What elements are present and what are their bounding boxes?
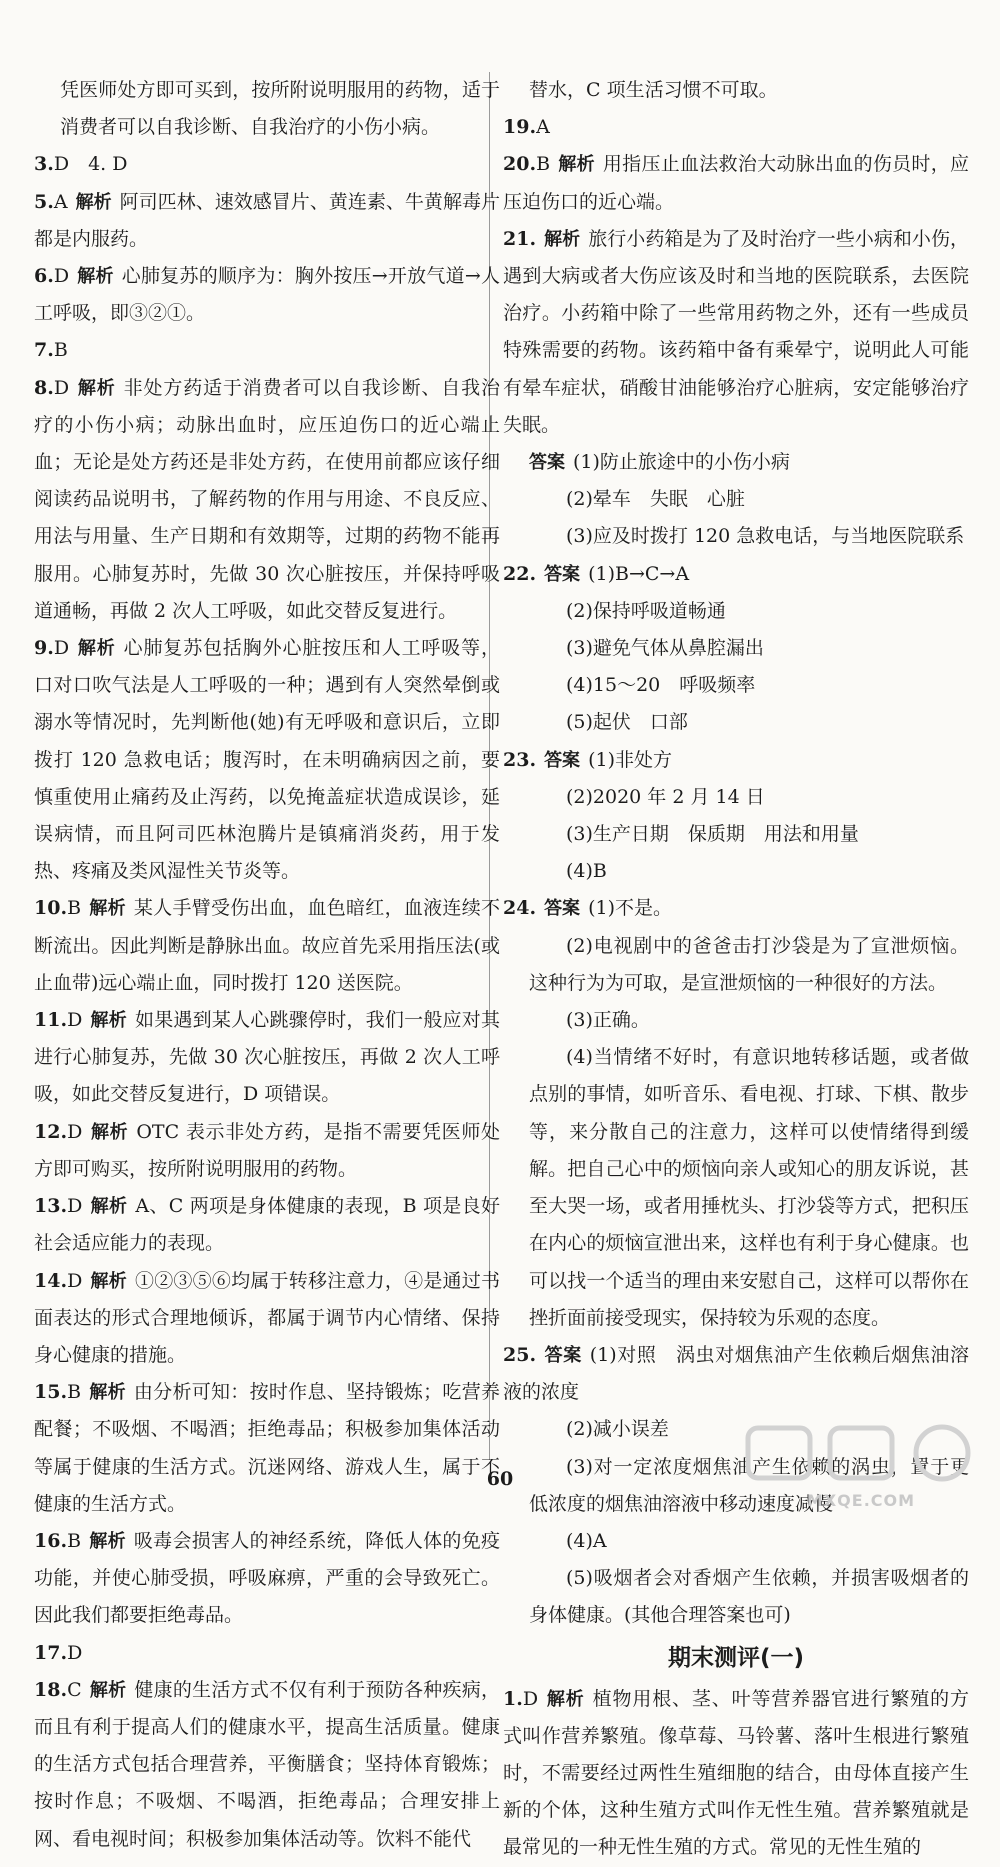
answer-item: 15.B 解析 由分析可知：按时作息、坚持锻炼；吃营养配餐；不吸烟、不喝酒；拒绝毒品；积极参加集体活动等属于健康的生活方式。沉迷网络、游戏人生，属于不健康的生活方式。 xyxy=(34,1381,500,1515)
answer-line: (5)起伏 口部 xyxy=(566,711,688,734)
answer-line: (4)B xyxy=(566,860,607,883)
page-number: 60 xyxy=(486,1468,514,1490)
answer-item: 11.D 解析 如果遇到某人心跳骤停时，我们一般应对其进行心肺复苏，先做 30 次心脏按压，再做 2 次人工呼吸，如此交替反复进行，D 项错误。 xyxy=(34,1009,500,1106)
answer-item: 21. 解析 旅行小药箱是为了及时治疗一些小病和小伤，遇到大病或者大伤应该及时和当地的医院联系，去医院治疗。小药箱中除了一些常用药物之外，还有一些成员特殊需要的药物。该药箱中备有乘晕宁，说明此人可能有晕车症状，硝酸甘油能够治疗心脏病，安定能够治疗失眠。 xyxy=(503,227,970,436)
answer-paragraph: (5)吸烟者会对香烟产生依赖，并损害吸烟者的身体健康。(其他合理答案也可) xyxy=(529,1567,969,1627)
answer-item: 14.D 解析 ①②③⑤⑥均属于转移注意力，④是通过书面表达的形式合理地倾诉，都属于调节内心情绪、保持身心健康的措施。 xyxy=(34,1269,500,1366)
answer-item: 1.D 解析 植物用根、茎、叶等营养器官进行繁殖的方式叫作营养繁殖。像草莓、马铃薯、落叶生根进行繁殖时，不需要经过两性生殖细胞的结合，由母体直接产生新的个体，这种生殖方式叫作无性生殖。营养繁殖就是最常见的一种无性生殖的方式。常见的无性生殖的 xyxy=(503,1687,969,1859)
answer-line: (2)晕车 失眠 心脏 xyxy=(566,488,745,511)
answer-item: 23. 答案 (1)非处方 xyxy=(503,748,672,771)
answer-line: (3)正确。 xyxy=(566,1009,650,1032)
answer-block: 答案 (1)防止旅途中的小伤小病 xyxy=(529,451,790,474)
answer-item: 13.D 解析 A、C 两项是身体健康的表现，B 项是良好社会适应能力的表现。 xyxy=(34,1195,500,1255)
answer-item: 24. 答案 (1)不是。 xyxy=(503,897,672,920)
answer-item: 8.D 解析 非处方药适于消费者可以自我诊断、自我治疗的小伤小病；动脉出血时，应压迫伤口的近心端止血；无论是处方药还是非处方药，在使用前都应该仔细阅读药品说明书，了解药物的作用与用途、不良反应、用法与用量、生产日期和有效期等，过期的药物不能再服用。心肺复苏时，先做 30 次心脏按压，并保持呼吸道通畅，再做 2 次人工呼吸，如此交替反复进行。 xyxy=(34,376,500,622)
watermark-logo xyxy=(742,1422,980,1500)
answer-line: (4)15～20 呼吸频率 xyxy=(566,674,756,697)
watermark-text: MXQE.COM xyxy=(806,1491,916,1510)
answer-item: 22. 答案 (1)B→C→A xyxy=(503,562,690,585)
answer-item: 16.B 解析 吸毒会损害人的神经系统，降低人体的免疫功能，并使心肺受损，呼吸麻痹，严重的会导致死亡。因此我们都要拒绝毒品。 xyxy=(34,1529,500,1627)
answer-item: 7.B xyxy=(34,339,68,362)
answer-line: (2)2020 年 2 月 14 日 xyxy=(566,785,765,808)
section-title: 期末测评(一) xyxy=(667,1644,805,1671)
answer-item: 19.A xyxy=(503,116,550,139)
answer-paragraph: (4)当情绪不好时，有意识地转移话题，或者做点别的事情，如听音乐、看电视、打球、下棋、散步等，来分散自己的注意力，这样可以使情绪得到缓解。把自己心中的烦恼向亲人或知心的朋友诉说，甚至大哭一场，或者用捶枕头、打沙袋等方式，把积压在内心的烦恼宣泄出来，这样也有利于身心健康。也可以找一个适当的理由来安慰自己，这样可以帮你在挫折面前接受现实，保持较为乐观的态度。 xyxy=(529,1046,969,1329)
answer-line: (2)减小误差 xyxy=(566,1418,669,1441)
answer-item: 12.D 解析 OTC 表示非处方药，是指不需要凭医师处方即可购买，按所附说明服用的药物。 xyxy=(34,1120,501,1180)
answer-line: (3)应及时拨打 120 急救电话，与当地医院联系 xyxy=(566,525,965,548)
answer-line: (3)生产日期 保质期 用法和用量 xyxy=(566,823,859,846)
left-column xyxy=(34,72,500,1858)
right-column xyxy=(503,72,969,1867)
answer-item: 18.C 解析 健康的生活方式不仅有利于预防各种疾病，而且有利于提高人们的健康水平，提高生活质量。健康的生活方式包括合理营养，平衡膳食；坚持体育锻炼；按时作息；不吸烟、不喝酒，拒绝毒品；合理安排上网、看电视时间；积极参加集体活动等。饮料不能代 xyxy=(34,1678,500,1850)
answer-line: (2)保持呼吸道畅通 xyxy=(566,599,726,622)
answer-paragraph: (2)电视剧中的爸爸击打沙袋是为了宣泄烦恼。这种行为为可取，是宣泄烦恼的一种很好的方法。 xyxy=(529,934,969,994)
answer-item: 17.D xyxy=(34,1641,83,1664)
answer-item: 替水，C 项生活习惯不可取。 xyxy=(529,79,778,101)
answer-item: 凭医师处方即可买到，按所附说明服用的药物，适于消费者可以自我诊断、自我治疗的小伤小病。 xyxy=(60,79,500,139)
answer-line: (3)避免气体从鼻腔漏出 xyxy=(566,637,764,660)
answer-item: 9.D 解析 心肺复苏包括胸外心脏按压和人工呼吸等，口对口吹气法是人工呼吸的一种；遇到有人突然晕倒或溺水等情况时，先判断他(她)有无呼吸和意识后，立即拨打 120 急救电话；腹泻时，在未明确病因之前，要慎重使用止痛药及止泻药，以免掩盖症状造成误诊，延误病情，而且阿司匹林泡腾片是镇痛消炎药，用于发热、疼痛及类风湿性关节炎等。 xyxy=(34,637,500,883)
answer-item: 5.A 解析 阿司匹林、速效感冒片、黄连素、牛黄解毒片都是内服药。 xyxy=(34,190,500,250)
answer-item: 3.D 4. D xyxy=(34,153,128,176)
answer-item: 25. 答案 (1)对照 涡虫对烟焦油产生依赖后烟焦油溶液的浓度 xyxy=(503,1343,969,1404)
answer-item: 10.B 解析 某人手臂受伤出血，血色暗红，血液连续不断流出。因此判断是静脉出血。故应首先采用指压法(或止血带)远心端止血，同时拨打 120 送医院。 xyxy=(34,897,500,994)
answer-paragraph: (3)对一定浓度烟焦油产生依赖的涡虫，置于更低浓度的烟焦油溶液中移动速度减慢 xyxy=(529,1455,969,1515)
answer-item: 6.D 解析 心肺复苏的顺序为：胸外按压→开放气道→人工呼吸，即③②①。 xyxy=(34,265,501,325)
answer-line: (4)A xyxy=(566,1529,607,1552)
answer-item: 20.B 解析 用指压止血法救治大动脉出血的伤员时，应压迫伤口的近心端。 xyxy=(503,153,969,213)
